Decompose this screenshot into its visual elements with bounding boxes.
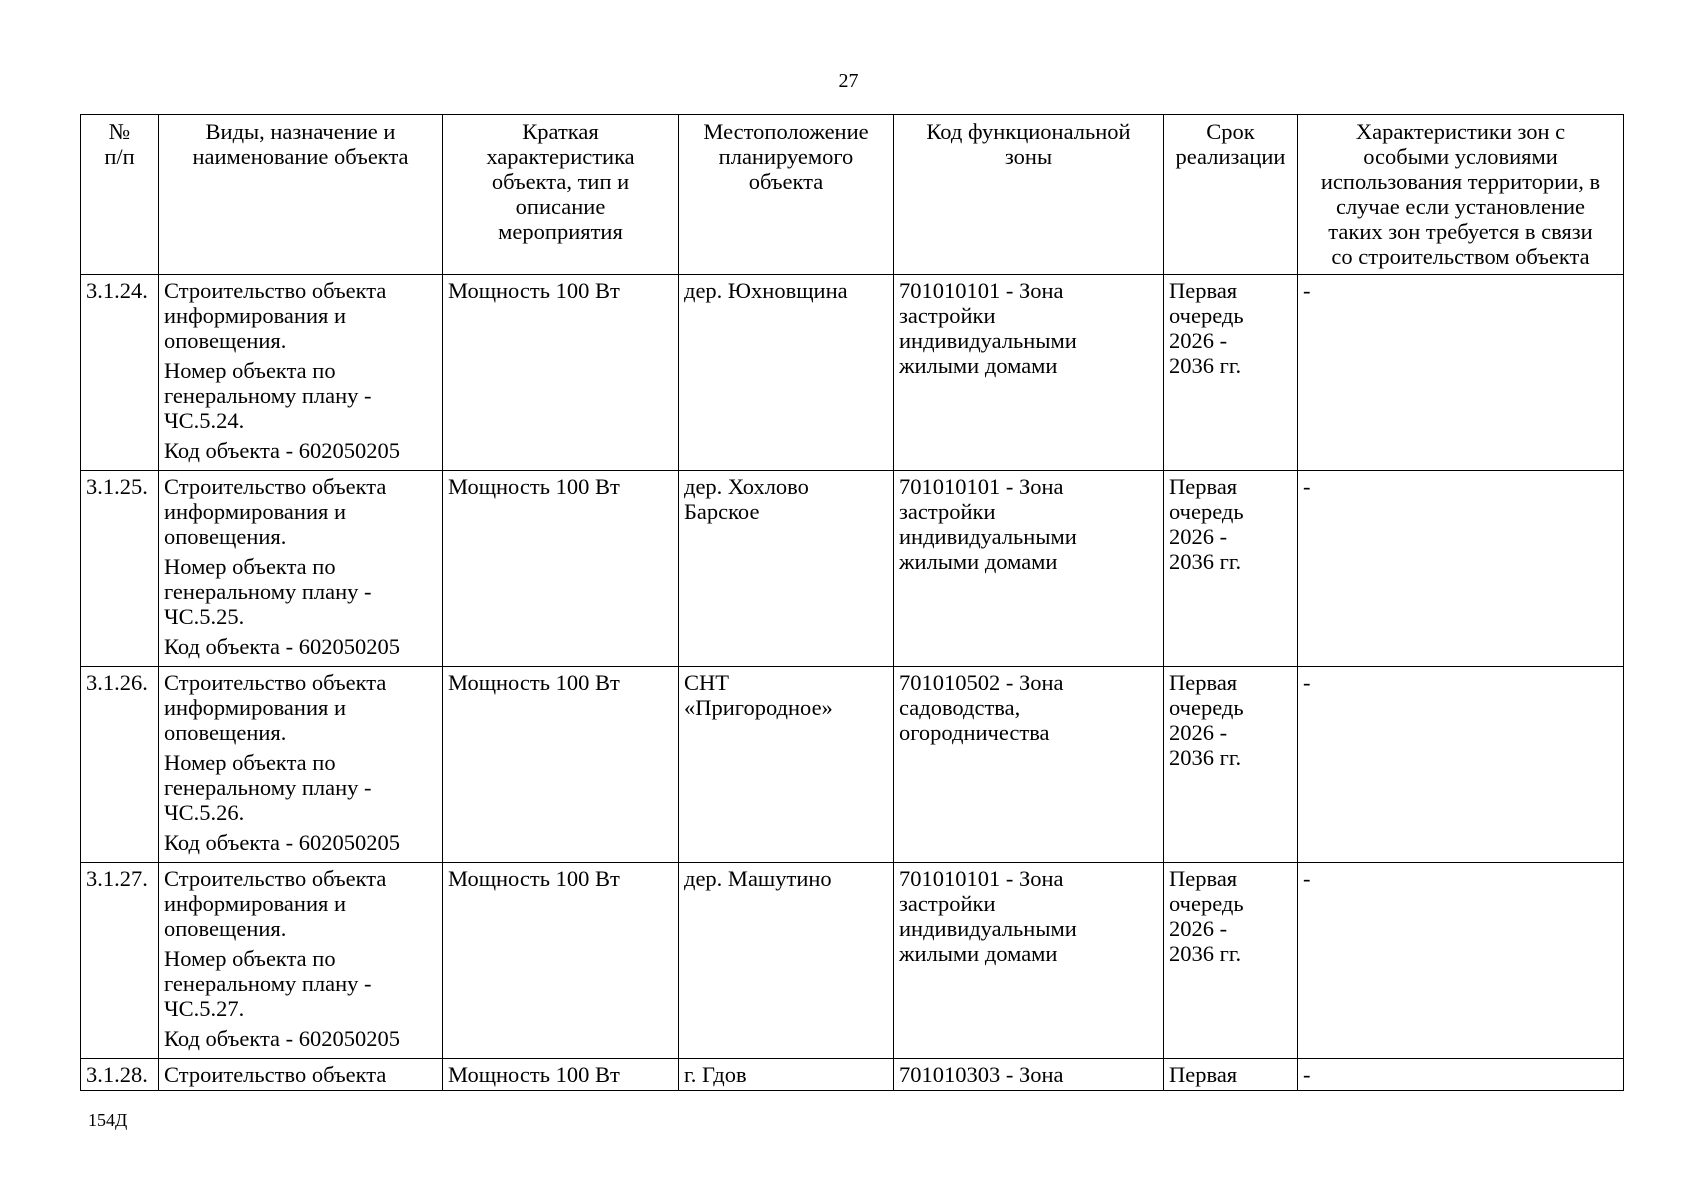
term-cell: Первая [1164, 1059, 1298, 1091]
header-location: Местоположение планируемого объекта [679, 115, 894, 275]
row-number: 3.1.25. [81, 471, 159, 667]
table-row [81, 1059, 1624, 1091]
object-name-cell: Строительство объекта информирования и оповещения. Номер объекта по генеральному плану - ЧС.5.27. Код объекта - 602050205 [159, 863, 443, 1059]
page-number: 27 [838, 70, 859, 92]
special-zones-cell: - [1298, 667, 1624, 863]
location-cell: дер. Юхновщина [679, 275, 894, 471]
header-special-zones: Характеристики зон с особыми условиями использования территории, в случае если установление таких зон требуется в связи со строительством объекта [1298, 115, 1624, 275]
row-number: 3.1.26. [81, 667, 159, 863]
location-cell: дер. Машутино [679, 863, 894, 1059]
row-number: 3.1.27. [81, 863, 159, 1059]
characteristic-cell: Мощность 100 Вт [443, 1059, 679, 1091]
characteristic-cell: Мощность 100 Вт [443, 667, 679, 863]
special-zones-cell: - [1298, 471, 1624, 667]
table-row [81, 275, 1624, 471]
zone-code-cell: 701010101 - Зона застройки индивидуальными жилыми домами [894, 471, 1164, 667]
row-number: 3.1.24. [81, 275, 159, 471]
characteristic-cell: Мощность 100 Вт [443, 275, 679, 471]
term-cell: Первая очередь 2026 - 2036 гг. [1164, 667, 1298, 863]
special-zones-cell: - [1298, 863, 1624, 1059]
term-cell: Первая очередь 2026 - 2036 гг. [1164, 863, 1298, 1059]
object-name-cell: Строительство объекта информирования и оповещения. Номер объекта по генеральному плану - ЧС.5.25. Код объекта - 602050205 [159, 471, 443, 667]
row-number: 3.1.28. [81, 1059, 159, 1091]
special-zones-cell: - [1298, 1059, 1624, 1091]
object-name-cell: Строительство объекта информирования и оповещения. Номер объекта по генеральному плану - ЧС.5.24. Код объекта - 602050205 [159, 275, 443, 471]
zone-code-cell: 701010101 - Зона застройки индивидуальными жилыми домами [894, 863, 1164, 1059]
object-name-cell: Строительство объекта [159, 1059, 443, 1091]
planned-objects-table [80, 114, 1624, 1091]
location-cell: дер. Хохлово Барское [679, 471, 894, 667]
table-header-row [81, 115, 1624, 275]
characteristic-cell: Мощность 100 Вт [443, 471, 679, 667]
header-term: Срок реализации [1164, 115, 1298, 275]
table-row [81, 471, 1624, 667]
table-row [81, 863, 1624, 1059]
zone-code-cell: 701010502 - Зона садоводства, огородничества [894, 667, 1164, 863]
footer-document-code: 154Д [88, 1110, 128, 1130]
term-cell: Первая очередь 2026 - 2036 гг. [1164, 471, 1298, 667]
zone-code-cell: 701010101 - Зона застройки индивидуальными жилыми домами [894, 275, 1164, 471]
object-name-cell: Строительство объекта информирования и оповещения. Номер объекта по генеральному плану - ЧС.5.26. Код объекта - 602050205 [159, 667, 443, 863]
location-cell: СНТ «Пригородное» [679, 667, 894, 863]
header-characteristic: Краткая характеристика объекта, тип и описание мероприятия [443, 115, 679, 275]
header-zone-code: Код функциональной зоны [894, 115, 1164, 275]
table-row [81, 667, 1624, 863]
header-number: № п/п [81, 115, 159, 275]
characteristic-cell: Мощность 100 Вт [443, 863, 679, 1059]
term-cell: Первая очередь 2026 - 2036 гг. [1164, 275, 1298, 471]
header-object-name: Виды, назначение и наименование объекта [159, 115, 443, 275]
zone-code-cell: 701010303 - Зона [894, 1059, 1164, 1091]
location-cell: г. Гдов [679, 1059, 894, 1091]
special-zones-cell: - [1298, 275, 1624, 471]
